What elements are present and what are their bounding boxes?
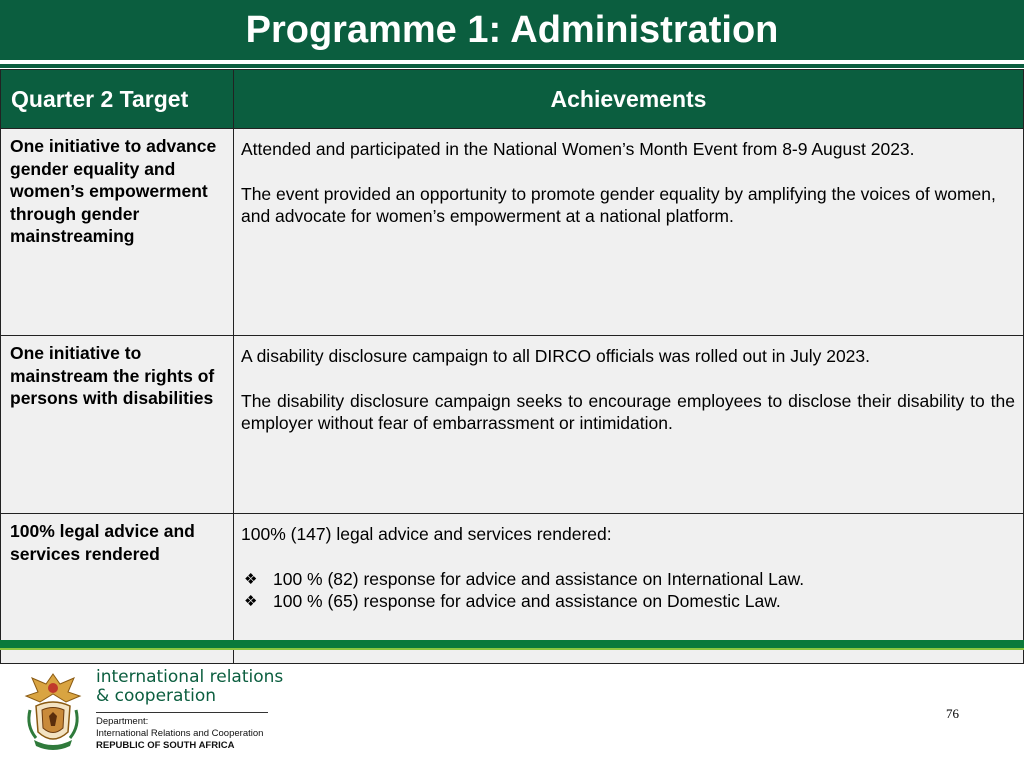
achievement-text: 100% (147) legal advice and services rendered:: [241, 524, 612, 544]
page-number: 76: [946, 706, 959, 721]
header-target: Quarter 2 Target: [1, 70, 234, 129]
footer-band: [0, 640, 1024, 648]
achievement-bullet-list: [241, 568, 1015, 613]
achievement-text: Attended and participated in the National Women’s Month Event from 8-9 August 2023.: [241, 139, 915, 159]
target-cell: One initiative to advance gender equality and women’s empowerment through gender mainstreaming: [1, 129, 234, 336]
diamond-bullet-icon: ❖: [244, 570, 258, 588]
list-item: [241, 590, 1015, 613]
bullet-text: 100 % (82) response for advice and assistance on International Law.: [273, 568, 805, 589]
page-title: Programme 1: Administration: [245, 9, 779, 51]
achievement-cell: [234, 129, 1024, 336]
department-logo-text: [96, 668, 283, 752]
achievement-cell: [234, 336, 1024, 514]
department-label: Department:: [96, 716, 149, 727]
title-bar: [0, 0, 1024, 60]
table-header-row: [1, 70, 1024, 129]
bullet-text: 100 % (65) response for advice and assistance on Domestic Law.: [273, 591, 781, 611]
achievement-text: The event provided an opportunity to promote gender equality by amplifying the voices of women, and advocate for women’s empowerment at a national platform.: [241, 183, 996, 226]
country-name: REPUBLIC OF SOUTH AFRICA: [96, 740, 235, 751]
coat-of-arms-logo: [22, 670, 84, 752]
title-divider-green: [0, 64, 1024, 68]
diamond-bullet-icon: ❖: [244, 593, 258, 610]
logo-line-1: international relations: [96, 667, 284, 687]
table-row: [1, 336, 1024, 514]
header-achievements: Achievements: [234, 70, 1024, 129]
target-cell: 100% legal advice and services rendered: [1, 514, 234, 664]
achievement-text: A disability disclosure campaign to all DIRCO officials was rolled out in July 2023.: [241, 346, 871, 366]
target-cell: One initiative to mainstream the rights of persons with disabilities: [1, 336, 234, 514]
table-row: [1, 129, 1024, 336]
list-item: [241, 568, 1015, 591]
footer-band-accent: [0, 648, 1024, 650]
achievement-text: The disability disclosure campaign seeks to encourage employees to disclose their disability to the employer without fear of embarrassment or intimidation.: [241, 390, 1015, 433]
logo-divider: [96, 712, 268, 713]
targets-table: [0, 69, 1024, 664]
department-name: International Relations and Cooperation: [96, 728, 264, 739]
logo-line-2: & cooperation: [96, 686, 217, 706]
